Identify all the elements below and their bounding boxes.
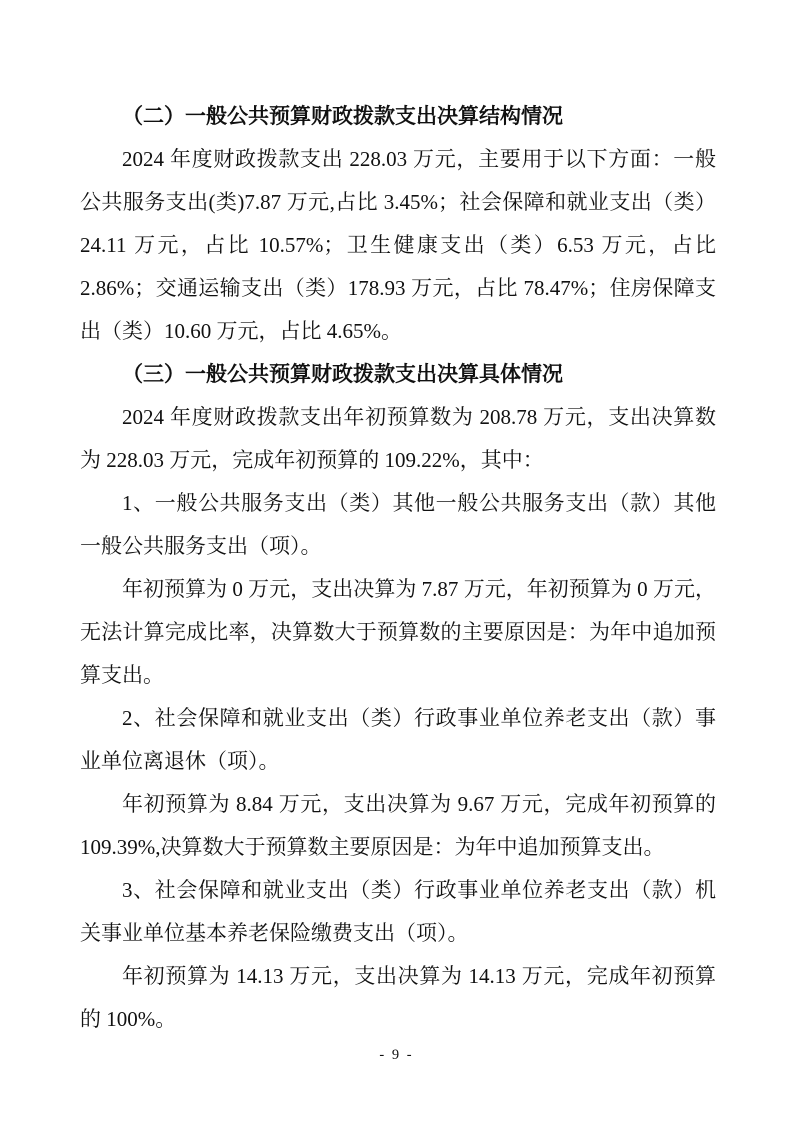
paragraph-item-2-detail: 年初预算为 8.84 万元，支出决算为 9.67 万元，完成年初预算的 109.39%,决算数大于预算数主要原因是：为年中追加预算支出。 <box>80 792 716 859</box>
section-heading-budget-expenditure-structure: （二）一般公共预算财政拨款支出决算结构情况 <box>122 104 563 128</box>
page-number: - 9 - <box>379 1047 414 1063</box>
document-content <box>80 95 716 1041</box>
paragraph-item-3-detail: 年初预算为 14.13 万元，支出决算为 14.13 万元，完成年初预算的 100%。 <box>80 964 716 1031</box>
section-heading-budget-expenditure-details: （三）一般公共预算财政拨款支出决算具体情况 <box>122 362 563 386</box>
paragraph-item-1-title: 1、一般公共服务支出（类）其他一般公共服务支出（款）其他一般公共服务支出（项）。 <box>80 491 716 558</box>
paragraph-item-2-title: 2、社会保障和就业支出（类）行政事业单位养老支出（款）事业单位离退休（项）。 <box>80 706 716 773</box>
paragraph-item-1-detail: 年初预算为 0 万元，支出决算为 7.87 万元，年初预算为 0 万元，无法计算完成比率，决算数大于预算数的主要原因是：为年中追加预算支出。 <box>80 577 716 687</box>
paragraph-item-3-title: 3、社会保障和就业支出（类）行政事业单位养老支出（款）机关事业单位基本养老保险缴费支出（项）。 <box>80 878 716 945</box>
page-footer <box>0 1047 793 1064</box>
paragraph-expenditure-structure-overview: 2024 年度财政拨款支出 228.03 万元，主要用于以下方面：一般公共服务支出(类)7.87 万元,占比 3.45%；社会保障和就业支出（类）24.11 万元，占比 10.57%；卫生健康支出（类）6.53 万元，占比 2.86%；交通运输支出（类）178.93 万元，占比 78.47%；住房保障支出（类）10.60 万元，占比 4.65%。 <box>80 147 717 343</box>
paragraph-expenditure-details-overview: 2024 年度财政拨款支出年初预算数为 208.78 万元，支出决算数为 228.03 万元，完成年初预算的 109.22%，其中： <box>80 405 716 472</box>
